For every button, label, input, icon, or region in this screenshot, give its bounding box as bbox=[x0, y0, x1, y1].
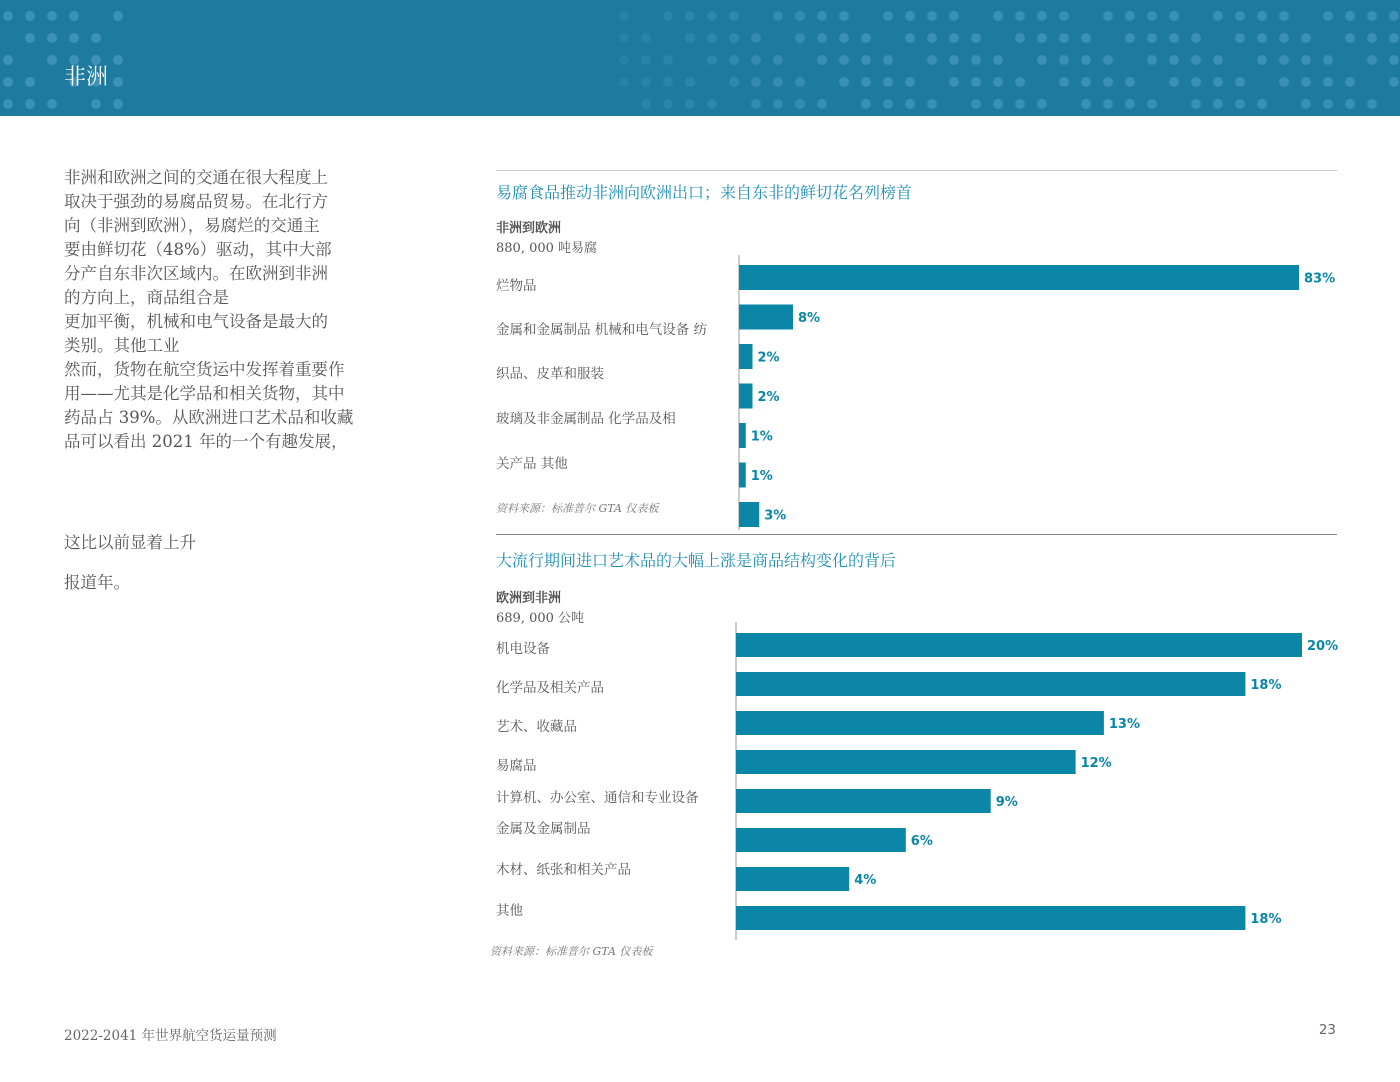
body-line: 这比以前显着上升 bbox=[64, 532, 196, 552]
bar bbox=[736, 867, 849, 891]
header-dot bbox=[1147, 99, 1157, 109]
header-dot bbox=[1301, 77, 1311, 87]
chart1-top-rule bbox=[496, 170, 1337, 171]
header-dot bbox=[817, 99, 827, 109]
header-dot bbox=[1059, 55, 1069, 65]
header-dot bbox=[1191, 77, 1201, 87]
bar-value-label: 2% bbox=[757, 390, 780, 405]
header-dot bbox=[1103, 99, 1113, 109]
header-dot bbox=[1257, 99, 1267, 109]
header-dot bbox=[663, 99, 673, 109]
chart2-category-label: 艺术、收藏品 bbox=[496, 719, 577, 735]
header-dot bbox=[707, 55, 717, 65]
header-dot bbox=[927, 33, 937, 43]
header-dot bbox=[883, 55, 893, 65]
body-line: 报道年。 bbox=[64, 573, 130, 592]
header-dot bbox=[619, 11, 629, 21]
header-dot bbox=[927, 11, 937, 21]
header-dot bbox=[883, 77, 893, 87]
chart1-category-label: 关产品 其他 bbox=[496, 456, 568, 472]
bar-value-label: 2% bbox=[757, 350, 780, 366]
chart1-source: 资料来源：标准普尔 GTA 仪表板 bbox=[496, 502, 659, 515]
header-dot bbox=[1015, 77, 1025, 87]
header-dot bbox=[1191, 33, 1201, 43]
header-dot bbox=[3, 77, 13, 87]
header-dot bbox=[1037, 55, 1047, 65]
body-line: 药品占 39%。从欧洲进口艺术品和收藏 bbox=[64, 408, 354, 427]
header-dot bbox=[1213, 99, 1223, 109]
chart2-subtitle: 欧洲到非洲 bbox=[496, 591, 562, 606]
header-dot bbox=[1301, 99, 1311, 109]
body-line: 的方向上，商品组合是 bbox=[64, 288, 229, 307]
body-line: 然而，货物在航空货运中发挥着重要作 bbox=[64, 360, 345, 379]
header-dot bbox=[795, 11, 805, 21]
header-dot bbox=[729, 77, 739, 87]
header-dot bbox=[817, 55, 827, 65]
bar-value-label: 18% bbox=[1250, 678, 1282, 693]
header-dot bbox=[883, 11, 893, 21]
header-dot bbox=[113, 55, 123, 65]
header-dot bbox=[1125, 99, 1135, 109]
header-dot bbox=[641, 55, 651, 65]
header-dot bbox=[949, 77, 959, 87]
header-dot bbox=[1103, 11, 1113, 21]
body-line: 取决于强劲的易腐品贸易。在北行方 bbox=[64, 192, 328, 211]
header-dot bbox=[1389, 33, 1399, 43]
header-dot bbox=[1279, 33, 1289, 43]
header-dot bbox=[3, 99, 13, 109]
header-banner bbox=[0, 0, 1400, 116]
header-dot bbox=[641, 99, 651, 109]
header-dot bbox=[751, 33, 761, 43]
header-dot bbox=[685, 77, 695, 87]
header-dot bbox=[1345, 11, 1355, 21]
header-dot bbox=[1257, 11, 1267, 21]
header-dot bbox=[1345, 33, 1355, 43]
header-dot bbox=[1235, 33, 1245, 43]
header-dot bbox=[1037, 33, 1047, 43]
header-dot bbox=[1015, 11, 1025, 21]
header-dot bbox=[707, 11, 717, 21]
header-dot bbox=[1279, 11, 1289, 21]
bar bbox=[736, 633, 1302, 657]
header-dot bbox=[1389, 55, 1399, 65]
header-dot bbox=[707, 33, 717, 43]
bar bbox=[739, 423, 746, 448]
bar-value-label: 83% bbox=[1304, 271, 1336, 287]
header-dot bbox=[993, 77, 1003, 87]
body-line: 要由鲜切花（48%）驱动，其中大部 bbox=[64, 240, 332, 259]
header-dot bbox=[1037, 99, 1047, 109]
header-dot bbox=[1367, 99, 1377, 109]
header-dot bbox=[1081, 33, 1091, 43]
header-dot bbox=[1059, 77, 1069, 87]
header-dot bbox=[1147, 33, 1157, 43]
header-dot bbox=[1279, 55, 1289, 65]
bar-value-label: 6% bbox=[910, 834, 933, 849]
header-dot bbox=[1147, 11, 1157, 21]
bar-value-label: 9% bbox=[995, 795, 1018, 810]
header-dot bbox=[839, 55, 849, 65]
header-dot bbox=[47, 55, 57, 65]
chart1-category-label: 金属和金属制品 机械和电气设备 纺 bbox=[496, 322, 708, 338]
header-dot bbox=[663, 55, 673, 65]
header-dot bbox=[113, 11, 123, 21]
header-dot bbox=[817, 11, 827, 21]
bar-value-label: 12% bbox=[1080, 756, 1112, 771]
header-dot bbox=[707, 99, 717, 109]
header-dot bbox=[817, 33, 827, 43]
body-line: 更加平衡，机械和电气设备是最大的 bbox=[64, 312, 328, 331]
header-dot bbox=[1257, 33, 1267, 43]
header-dot bbox=[839, 33, 849, 43]
chart2-category-label: 化学品及相关产品 bbox=[496, 680, 604, 696]
bar bbox=[736, 672, 1245, 696]
header-dot bbox=[1279, 77, 1289, 87]
header-dot bbox=[773, 77, 783, 87]
header-dot bbox=[795, 33, 805, 43]
header-dot bbox=[1235, 99, 1245, 109]
header-dot bbox=[1235, 11, 1245, 21]
header-dot bbox=[927, 99, 937, 109]
header-dot bbox=[1125, 33, 1135, 43]
header-dot bbox=[773, 11, 783, 21]
header-dot bbox=[1191, 99, 1201, 109]
header-dot bbox=[1081, 77, 1091, 87]
header-dot bbox=[993, 11, 1003, 21]
body-paragraph bbox=[64, 166, 354, 454]
header-dot bbox=[641, 77, 651, 87]
bar bbox=[739, 502, 759, 527]
bar-value-label: 1% bbox=[750, 429, 773, 445]
bar bbox=[739, 344, 752, 369]
header-dot bbox=[1169, 11, 1179, 21]
header-dot bbox=[883, 99, 893, 109]
chart2-category-label: 其他 bbox=[496, 903, 523, 919]
body-line: 类别。其他工业 bbox=[64, 336, 180, 355]
header-dot bbox=[1169, 33, 1179, 43]
header-dot bbox=[25, 11, 35, 21]
header-dot bbox=[729, 11, 739, 21]
header-dot bbox=[1213, 55, 1223, 65]
bar-value-label: 1% bbox=[750, 469, 773, 484]
header-dot bbox=[773, 99, 783, 109]
header-dot bbox=[113, 99, 123, 109]
header-dot bbox=[1213, 77, 1223, 87]
chart1-title: 易腐食品推动非洲向欧洲出口；来自东非的鲜切花名列榜首 bbox=[496, 183, 913, 202]
chart2-title: 大流行期间进口艺术品的大幅上涨是商品结构变化的背后 bbox=[496, 551, 897, 570]
header-dot bbox=[795, 77, 805, 87]
body-line: 品可以看出 2021 年的一个有趣发展， bbox=[64, 432, 348, 451]
header-dot bbox=[905, 77, 915, 87]
page-title: 非洲 bbox=[64, 65, 109, 90]
bar-value-label: 3% bbox=[764, 508, 787, 524]
header-dot bbox=[641, 33, 651, 43]
header-dot bbox=[949, 55, 959, 65]
footer-title: 2022-2041 年世界航空货运量预测 bbox=[64, 1028, 277, 1044]
header-dot bbox=[91, 33, 101, 43]
header-dot bbox=[25, 33, 35, 43]
header-dot bbox=[795, 99, 805, 109]
header-dot bbox=[1081, 55, 1091, 65]
header-dot bbox=[1037, 11, 1047, 21]
bar bbox=[739, 384, 752, 409]
header-dot bbox=[729, 55, 739, 65]
chart2-source: 资料来源：标准普尔 GTA 仪表板 bbox=[490, 945, 653, 958]
chart2-category-label: 计算机、办公室、通信和专业设备 bbox=[496, 790, 699, 806]
bar bbox=[736, 711, 1104, 735]
bar bbox=[739, 463, 746, 488]
bar bbox=[736, 828, 906, 852]
header-dot bbox=[47, 99, 57, 109]
header-dot bbox=[685, 99, 695, 109]
bar-value-label: 18% bbox=[1250, 912, 1282, 927]
header-dot bbox=[619, 55, 629, 65]
chart1-category-label: 织品、皮革和服装 bbox=[496, 366, 604, 382]
header-dot bbox=[1323, 11, 1333, 21]
bar bbox=[736, 750, 1076, 774]
bar bbox=[739, 305, 793, 330]
header-dot bbox=[927, 55, 937, 65]
header-dot bbox=[993, 99, 1003, 109]
dot-pattern bbox=[0, 0, 1400, 116]
chart1-unit-note: 880, 000 吨易腐 bbox=[496, 241, 598, 256]
header-dot bbox=[949, 33, 959, 43]
header-dot bbox=[3, 55, 13, 65]
header-dot bbox=[971, 55, 981, 65]
header-dot bbox=[1323, 55, 1333, 65]
header-dot bbox=[1147, 55, 1157, 65]
header-dot bbox=[1103, 55, 1113, 65]
header-dot bbox=[1367, 33, 1377, 43]
bar bbox=[736, 789, 991, 813]
bar-value-label: 20% bbox=[1307, 639, 1339, 654]
chart-divider-rule bbox=[496, 534, 1337, 535]
header-dot bbox=[1301, 33, 1311, 43]
header-dot bbox=[1389, 11, 1399, 21]
header-dot bbox=[1235, 77, 1245, 87]
header-dot bbox=[25, 77, 35, 87]
bar bbox=[736, 906, 1245, 930]
header-dot bbox=[971, 99, 981, 109]
header-dot bbox=[1323, 77, 1333, 87]
body-line: 用——尤其是化学品和相关货物，其中 bbox=[64, 384, 345, 403]
page-number: 23 bbox=[1318, 1022, 1336, 1038]
header-dot bbox=[1059, 33, 1069, 43]
header-dot bbox=[113, 77, 123, 87]
header-dot bbox=[861, 55, 871, 65]
header-dot bbox=[1125, 11, 1135, 21]
header-dot bbox=[25, 99, 35, 109]
header-dot bbox=[1345, 77, 1355, 87]
header-dot bbox=[3, 11, 13, 21]
header-dot bbox=[905, 11, 915, 21]
header-dot bbox=[839, 11, 849, 21]
body-paragraph-2 bbox=[64, 514, 354, 612]
bar-value-label: 8% bbox=[797, 311, 821, 326]
chart2-unit-note: 689, 000 公吨 bbox=[496, 611, 585, 626]
header-dot bbox=[905, 33, 915, 43]
header-dot bbox=[1367, 11, 1377, 21]
body-line: 分产自东非次区域内。在欧洲到非洲 bbox=[64, 264, 328, 283]
header-dot bbox=[619, 77, 629, 87]
header-dot bbox=[971, 33, 981, 43]
header-dot bbox=[839, 77, 849, 87]
header-dot bbox=[1323, 99, 1333, 109]
header-dot bbox=[1367, 55, 1377, 65]
header-dot bbox=[1169, 55, 1179, 65]
chart1-category-label: 玻璃及非金属制品 化学品及相 bbox=[496, 411, 676, 427]
bar-value-label: 4% bbox=[854, 873, 877, 888]
chart1-plot bbox=[738, 255, 1338, 530]
body-line: 向（非洲到欧洲），易腐烂的交通主 bbox=[64, 216, 320, 235]
header-dot bbox=[663, 77, 673, 87]
chart2-category-label: 木材、纸张和相关产品 bbox=[496, 862, 631, 878]
body-line: 非洲和欧洲之间的交通在很大程度上 bbox=[64, 168, 328, 187]
header-dot bbox=[729, 33, 739, 43]
header-dot bbox=[69, 11, 79, 21]
chart1-category-label: 烂物品 bbox=[496, 278, 537, 294]
header-dot bbox=[47, 33, 57, 43]
header-dot bbox=[47, 11, 57, 21]
header-dot bbox=[1301, 55, 1311, 65]
header-dot bbox=[751, 55, 761, 65]
bar bbox=[739, 265, 1299, 290]
header-dot bbox=[1191, 55, 1201, 65]
chart2-category-label: 金属及金属制品 bbox=[496, 821, 591, 837]
header-dot bbox=[993, 55, 1003, 65]
header-dot bbox=[1389, 77, 1399, 87]
header-dot bbox=[971, 77, 981, 87]
header-dot bbox=[69, 33, 79, 43]
chart1-subtitle: 非洲到欧洲 bbox=[496, 221, 562, 236]
header-dot bbox=[1015, 99, 1025, 109]
header-dot bbox=[1103, 77, 1113, 87]
bar-value-label: 13% bbox=[1108, 717, 1141, 732]
header-dot bbox=[663, 11, 673, 21]
header-dot bbox=[861, 33, 871, 43]
header-dot bbox=[1169, 77, 1179, 87]
header-dot bbox=[861, 99, 871, 109]
header-dot bbox=[1213, 11, 1223, 21]
header-dot bbox=[1125, 77, 1135, 87]
header-dot bbox=[685, 33, 695, 43]
header-dot bbox=[949, 11, 959, 21]
header-dot bbox=[619, 33, 629, 43]
chart2-plot bbox=[735, 622, 1339, 940]
header-dot bbox=[1059, 11, 1069, 21]
header-dot bbox=[751, 77, 761, 87]
header-dot bbox=[1345, 99, 1355, 109]
chart2-category-label: 机电设备 bbox=[496, 641, 550, 657]
header-dot bbox=[91, 99, 101, 109]
header-dot bbox=[1257, 55, 1267, 65]
header-dot bbox=[773, 55, 783, 65]
chart2-category-label: 易腐品 bbox=[496, 758, 537, 774]
header-dot bbox=[905, 99, 915, 109]
header-dot bbox=[685, 11, 695, 21]
header-dot bbox=[751, 99, 761, 109]
header-dot bbox=[861, 77, 871, 87]
header-dot bbox=[1015, 33, 1025, 43]
header-dot bbox=[1081, 99, 1091, 109]
